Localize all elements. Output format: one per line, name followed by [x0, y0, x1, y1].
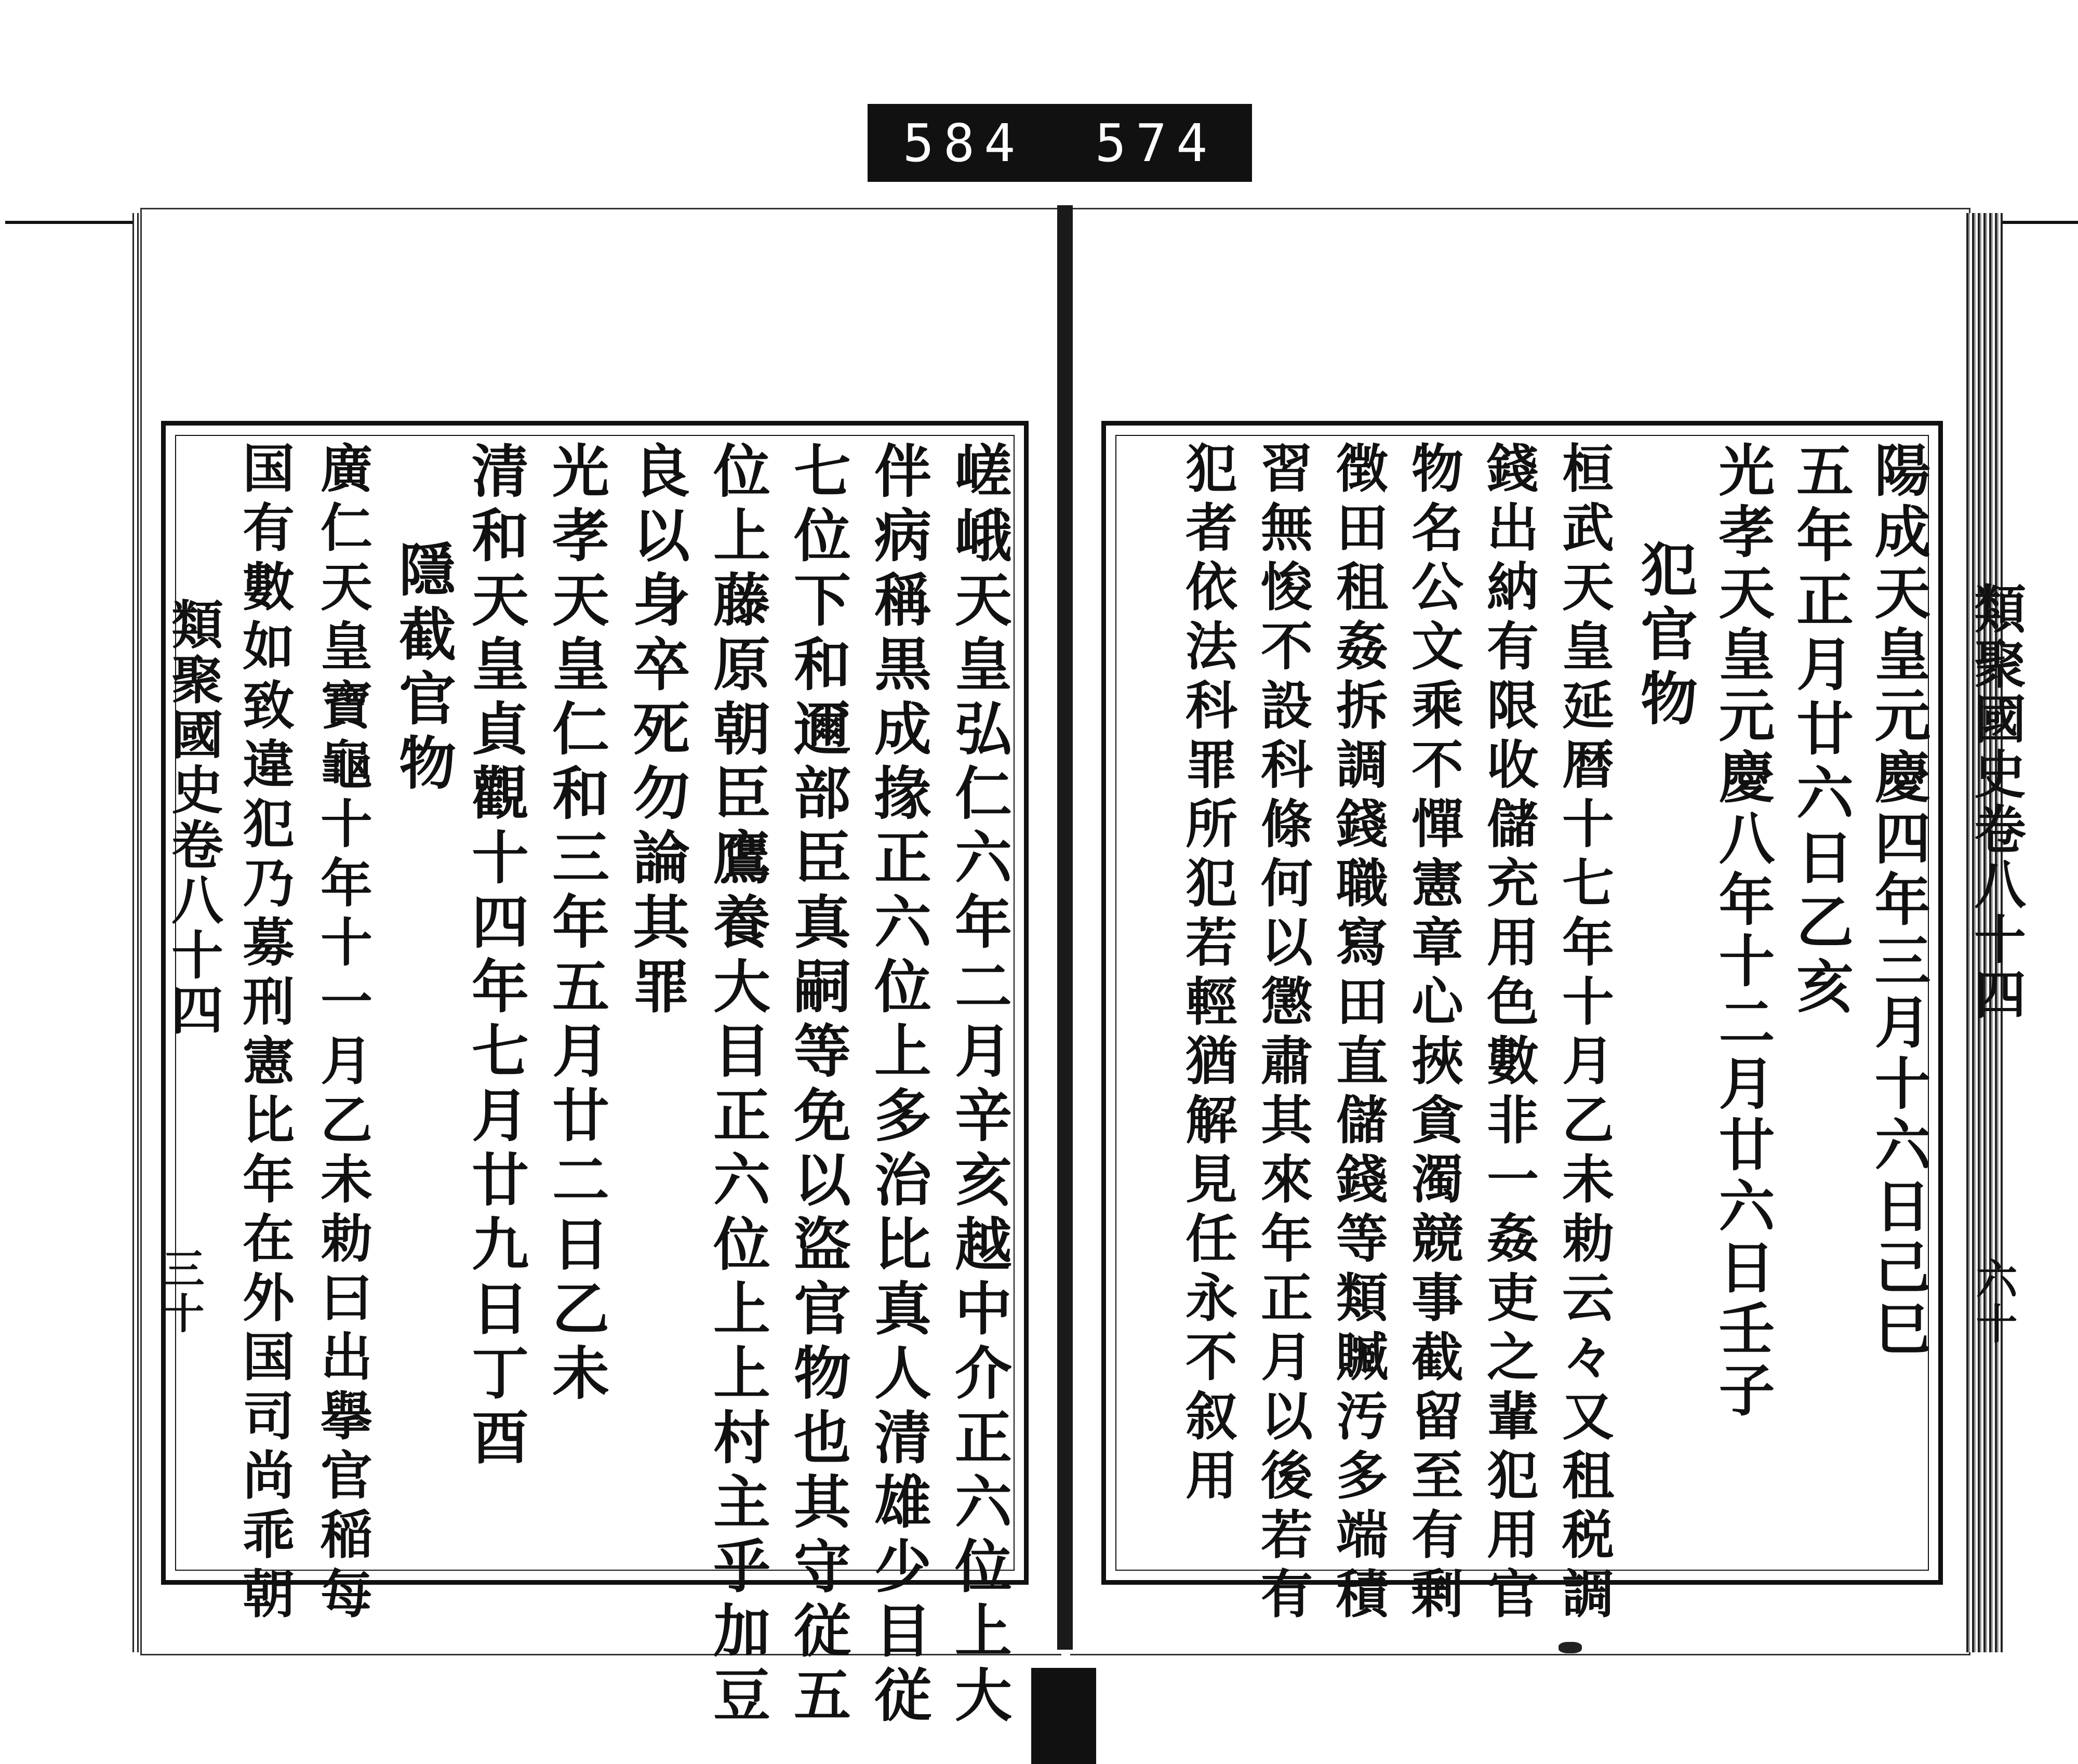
text-column: 物名公文乘不憚憲章心挾貪濁競事截留至有剰: [1403, 441, 1464, 1626]
text-column: 良以身卒死勿論其罪: [623, 441, 690, 1021]
right-text-frame: [1101, 421, 1943, 1626]
frame-number-label: [868, 104, 1252, 182]
text-column: 位上藤原朝臣鷹養大目正六位上上村主乎加豆: [704, 441, 771, 1730]
ink-speck: [1558, 1642, 1582, 1653]
text-column: 五年正月廿六日乙亥: [1787, 441, 1854, 1021]
text-column: 徴田租姦拆調錢職寫田直儲錢等類贓汚多端積: [1327, 441, 1389, 1626]
text-column: 国有數如致違犯乃募刑憲比年在外国司尚乖朝: [234, 441, 295, 1626]
text-column: 光孝天皇仁和三年五月廿二日乙未: [543, 441, 610, 1408]
right-margin-page-number: 六十: [1969, 1257, 2018, 1347]
section-heading: 隱截官物: [390, 540, 457, 798]
text-column: 陽成天皇元慶四年三月十六日己巳: [1865, 441, 1930, 1361]
text-column: 嵯峨天皇弘仁六年二月辛亥越中介正六位上大: [945, 441, 1013, 1730]
left-margin-title: 類聚國史卷八十四: [163, 598, 224, 1038]
frame-number-right: 574: [1095, 112, 1217, 174]
book-top-edge-right: [1995, 221, 2078, 224]
text-column: 廣仁天皇寶龜十年十一月乙未勅曰出擧官稲每: [312, 441, 373, 1626]
section-heading: 犯官物: [1631, 540, 1698, 733]
text-column: 桓武天皇延暦十七年十月乙未勅云々又租税調: [1553, 441, 1615, 1626]
frame-number-left: 584: [902, 112, 1025, 174]
text-column: 清和天皇貞觀十四年七月廿九日丁酉: [462, 441, 529, 1472]
right-margin-title: 類聚國史卷八十四: [1965, 582, 2027, 1023]
spine-shadow: [1031, 1668, 1096, 1764]
text-column: 光孝天皇元慶八年十二月廿六日壬子: [1709, 441, 1775, 1422]
book-spine: [1057, 205, 1073, 1650]
text-column: 伴病稱黒成掾正六位上多治比真人清雄少目従: [865, 441, 932, 1730]
left-text-frame: [161, 421, 1029, 1730]
text-column: 犯者依法科罪所犯若輕猶解見任永不叙用: [1177, 441, 1238, 1507]
book-top-edge-left: [5, 221, 145, 224]
left-margin-page-number: 三十: [156, 1247, 205, 1336]
text-column: 習無悛不設科條何以懲肅其來年正月以後若有: [1252, 441, 1313, 1626]
text-column: 錢出納有限收儲充用色數非一姦吏之輩犯用官: [1478, 441, 1539, 1626]
text-column: 七位下和邇部臣真嗣等免以盜官物也其守従五: [784, 441, 851, 1730]
